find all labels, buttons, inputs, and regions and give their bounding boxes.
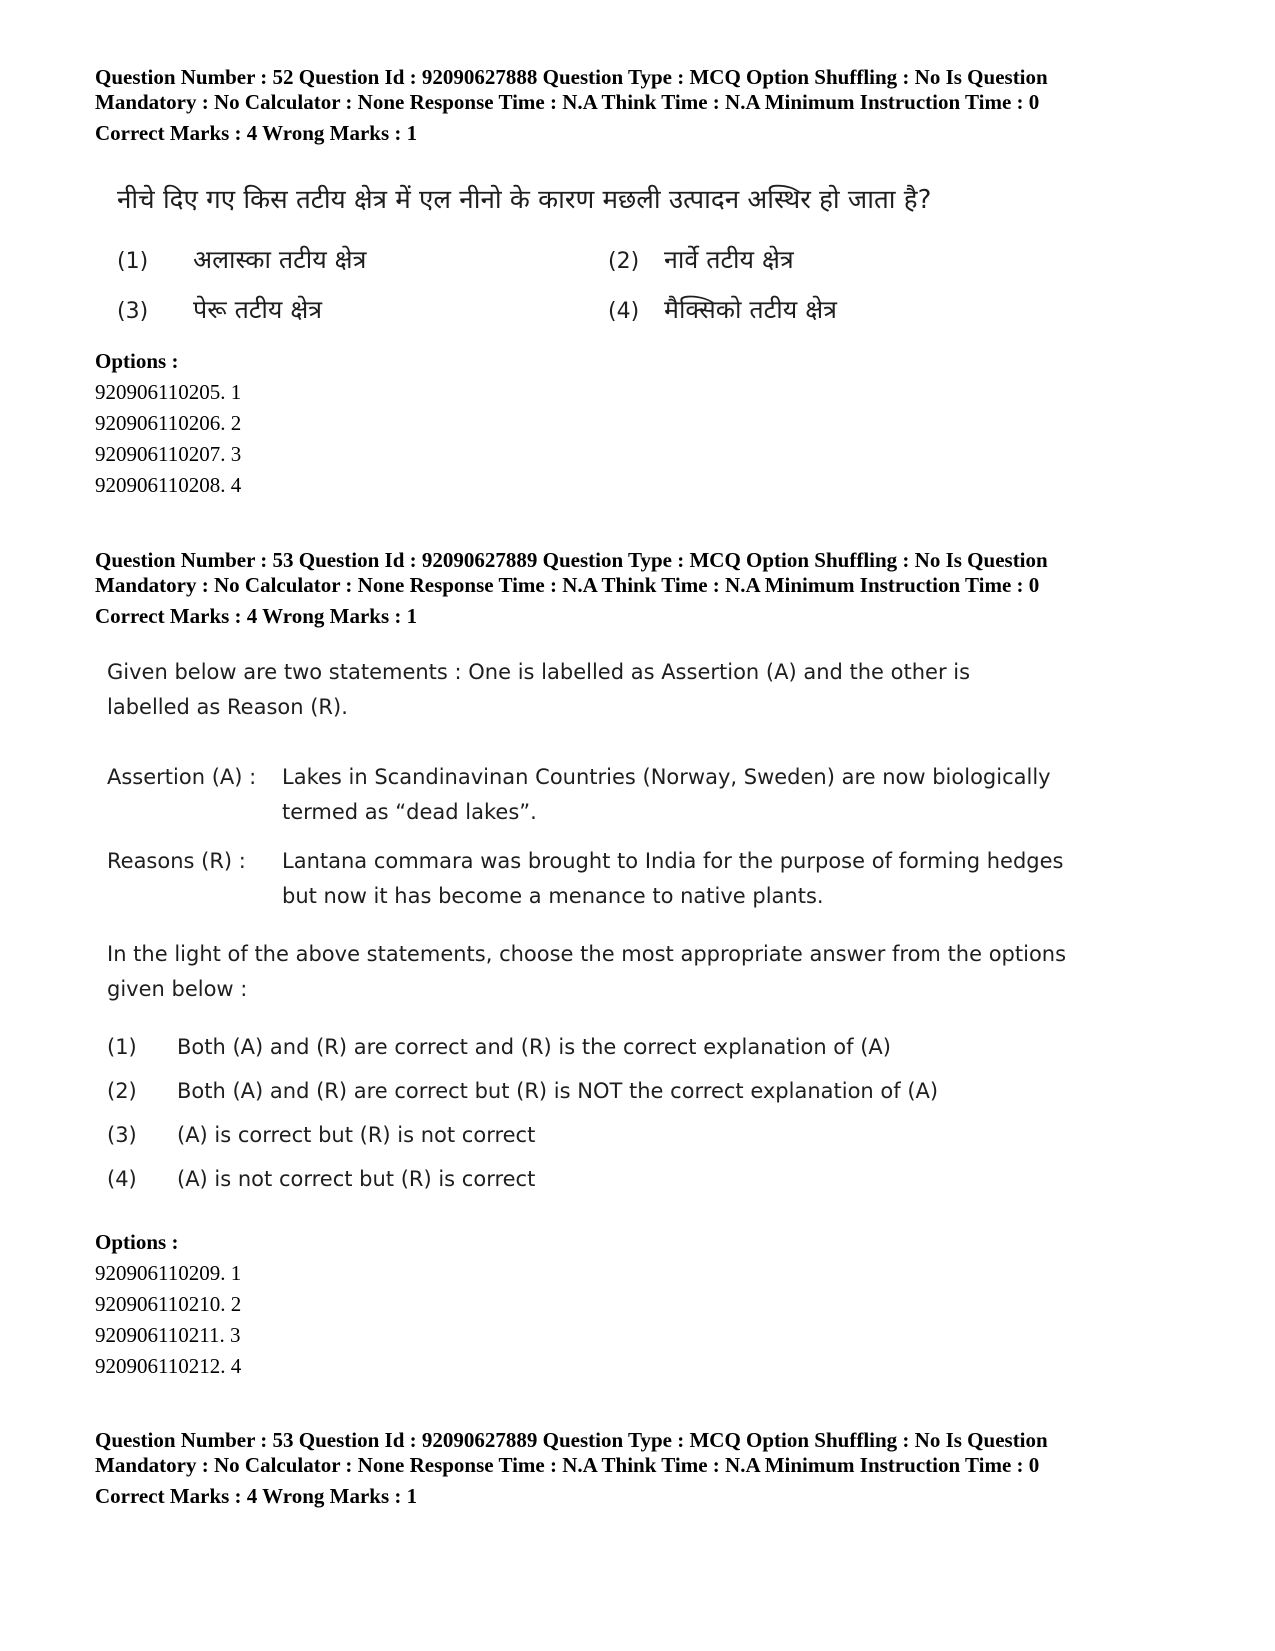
instruction-line-2: given below : <box>107 977 248 1001</box>
choice-number: (2) <box>107 1079 137 1103</box>
instruction-line-1: In the light of the above statements, choose the most appropriate answer from the options <box>107 942 1067 966</box>
question-52-options <box>95 346 241 501</box>
intro-line-2: labelled as Reason (R). <box>107 695 348 719</box>
choice-text: मैक्सिको तटीय क्षेत्र <box>664 295 837 324</box>
question-53-instruction <box>107 937 1066 1007</box>
reason-line-2: but now it has become a menance to native plants. <box>282 884 824 908</box>
question-meta-line-1: Question Number : 53 Question Id : 92090627889 Question Type : MCQ Option Shuffling : No Is Question <box>95 548 1048 572</box>
choice-number: (4) <box>608 299 640 324</box>
reason-line-1: Lantana commara was brought to India for the purpose of forming hedges <box>282 849 1064 873</box>
question-meta-line-2: Mandatory : No Calculator : None Response Time : N.A Think Time : N.A Minimum Instruction Time : 0 <box>95 90 1040 114</box>
reason-label: Reasons (R) : <box>107 849 246 873</box>
option-item: 920906110210. 2 <box>95 1292 242 1316</box>
option-item: 920906110209. 1 <box>95 1261 242 1285</box>
option-item: 920906110206. 2 <box>95 411 242 435</box>
question-marks: Correct Marks : 4 Wrong Marks : 1 <box>95 121 418 145</box>
question-marks: Correct Marks : 4 Wrong Marks : 1 <box>95 604 418 628</box>
question-meta-line-2: Mandatory : No Calculator : None Response Time : N.A Think Time : N.A Minimum Instruction Time : 0 <box>95 1453 1040 1477</box>
option-item: 920906110208. 4 <box>95 473 242 497</box>
options-label: Options : <box>95 1230 179 1254</box>
options-label: Options : <box>95 349 179 373</box>
choice-number: (1) <box>107 1035 137 1059</box>
choice-text: Both (A) and (R) are correct and (R) is the correct explanation of (A) <box>177 1035 891 1059</box>
question-53-options <box>95 1227 241 1382</box>
choice-text: (A) is correct but (R) is not correct <box>177 1123 536 1147</box>
assertion-line-1: Lakes in Scandinavinan Countries (Norway, Sweden) are now biologically <box>282 765 1051 789</box>
question-meta-line-2: Mandatory : No Calculator : None Response Time : N.A Think Time : N.A Minimum Instruction Time : 0 <box>95 573 1040 597</box>
choice-text: अलास्का तटीय क्षेत्र <box>193 245 367 274</box>
intro-line-1: Given below are two statements : One is labelled as Assertion (A) and the other is <box>107 660 971 684</box>
choice-number: (4) <box>107 1167 137 1191</box>
choice-text: Both (A) and (R) are correct but (R) is NOT the correct explanation of (A) <box>177 1079 939 1103</box>
option-item: 920906110207. 3 <box>95 442 242 466</box>
question-meta-line-1: Question Number : 52 Question Id : 92090627888 Question Type : MCQ Option Shuffling : No Is Question <box>95 65 1048 89</box>
question-53-repeat-header <box>95 1428 1195 1509</box>
option-item: 920906110211. 3 <box>95 1323 241 1347</box>
question-52-stem: नीचे दिए गए किस तटीय क्षेत्र में एल नीनो के कारण मछली उत्पादन अस्थिर हो जाता है? <box>117 185 932 215</box>
choice-text: नार्वे तटीय क्षेत्र <box>664 245 794 274</box>
option-item: 920906110205. 1 <box>95 380 242 404</box>
choice-number: (3) <box>117 299 149 324</box>
assertion-label: Assertion (A) : <box>107 765 257 789</box>
question-53-header <box>95 548 1195 629</box>
question-52-choice-2 <box>608 242 794 276</box>
choice-text: पेरू तटीय क्षेत्र <box>193 295 323 324</box>
question-52-header <box>95 65 1195 146</box>
choice-text: (A) is not correct but (R) is correct <box>177 1167 536 1191</box>
question-52-choice-4 <box>608 292 837 326</box>
question-52-choice-3 <box>117 292 322 326</box>
choice-number: (3) <box>107 1123 137 1147</box>
question-meta-line-1: Question Number : 53 Question Id : 92090627889 Question Type : MCQ Option Shuffling : No Is Question <box>95 1428 1048 1452</box>
option-item: 920906110212. 4 <box>95 1354 242 1378</box>
question-marks: Correct Marks : 4 Wrong Marks : 1 <box>95 1484 418 1508</box>
assertion-line-2: termed as “dead lakes”. <box>282 800 537 824</box>
choice-number: (2) <box>608 249 640 274</box>
question-52-choice-1 <box>117 242 366 276</box>
choice-number: (1) <box>117 249 149 274</box>
question-53-intro <box>107 655 970 725</box>
